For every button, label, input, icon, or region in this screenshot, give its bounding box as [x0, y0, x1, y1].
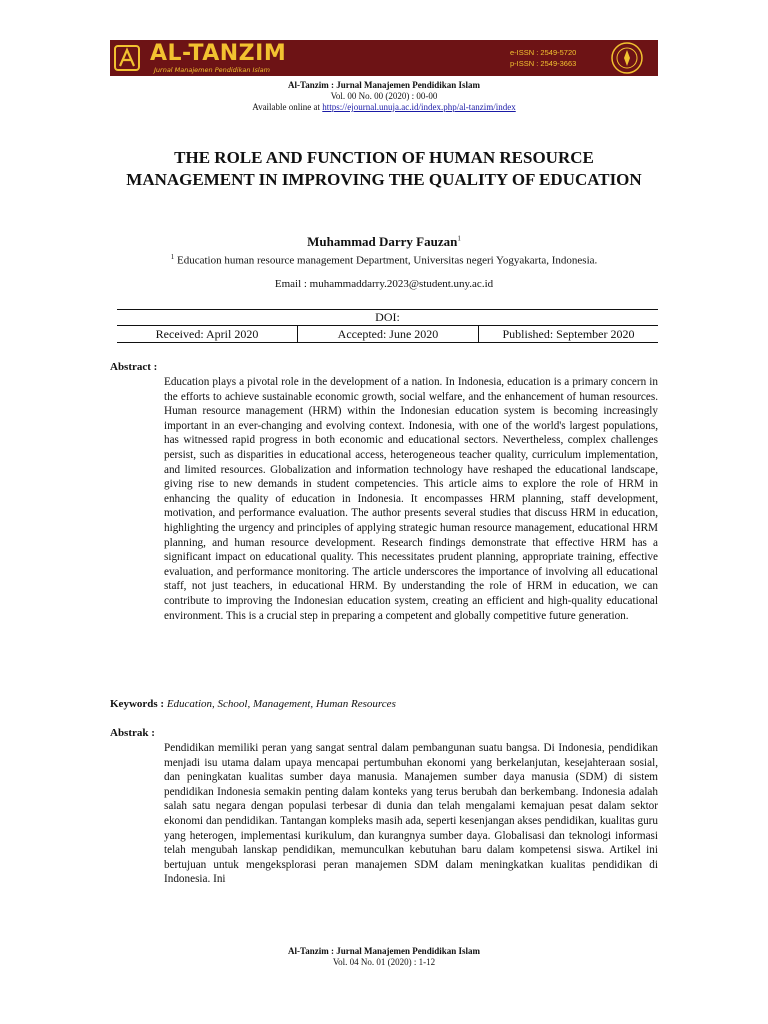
issn-block [510, 47, 576, 69]
abstrak-text: Pendidikan memiliki peran yang sangat sentral dalam pembangunan suatu bangsa. Di Indonesia, pendidikan menjadi isu utama dalam upaya mencapai pertumbuhan ekonomi yang berkelanjutan, kesejahteraan sosial, dan peningkatan kualitas sumber daya manusia. Manajemen sumber daya manusia (SDM) di sistem pendidikan Indonesia semakin penting dalam konteks yang terus berubah dan berkembang. Indonesia adalah salah satu negara dengan populasi terbesar di dunia dan telah mengalami kemajuan pesat dalam sektor ekonomi dan pendidikan. Tantangan kompleks masih ada, seperti kesenjangan akses pendidikan, kualitas guru yang heterogen, implementasi kurikulum, dan kurangnya sumber daya. Globalisasi dan teknologi informasi telah mengubah lanskap pendidikan, memunculkan kebutuhan baru dalam kompetensi siswa. Artikel ini bertujuan untuk mengeksplorasi peran manajemen SDM dalam meningkatkan kualitas pendidikan di Indonesia. Ini [164, 742, 658, 886]
journal-url-link[interactable]: https://ejournal.unuja.ac.id/index.php/al-tanzim/index [322, 102, 516, 112]
footer-volume: Vol. 04 No. 01 (2020) : 1-12 [332, 957, 436, 967]
author-sup: 1 [457, 234, 461, 243]
keywords [110, 698, 396, 710]
doi-table [117, 309, 658, 343]
eissn: e-ISSN : 2549-5720 [510, 48, 577, 57]
journal-volume: Vol. 00 No. 00 (2020) : 00-00 [330, 91, 438, 101]
abstract-label: Abstract : [110, 361, 158, 373]
abstract-text: Education plays a pivotal role in the development of a nation. In Indonesia, education is a primary concern in the efforts to achieve sustainable economic growth, social welfare, and the enhancement of human resources. Human resource management (HRM) within the Indonesian education system is becoming increasingly important in an ever-changing and evolving context. Indonesia, with one of the world's largest populations, has witnessed rapid progress in both economic and educational sectors. Nevertheless, complex challenges persist, such as disparities in educational access, heterogeneous teacher quality, curriculum implementation, and limited resources. Globalization and information technology have reshaped the educational landscape, giving rise to new demands in student competencies. This article aims to explore the role of HRM in enhancing the quality of education in Indonesia. It encompasses HRM planning, staff development, motivation, and performance evaluation. The author presents several studies that discuss HRM in education, highlighting the urgency and principles of applying strategic human resource management, educational HRM planning, and human resource development. Research findings demonstrate that effective HRM has a significant impact on educational quality. This necessitates prudent planning, appropriate training, effective evaluation, and performance monitoring. The article underscores the importance of involving all educational staff, not just teachers, in educational HRM. By understanding the role of HRM in education, we can contribute to improving the Indonesian education system, creating an efficient and high-quality educational environment. This is a crucial step in preparing a competent and globally competitive future generation. [164, 376, 658, 622]
journal-logo-icon [112, 42, 142, 74]
pissn: p-ISSN : 2549-3663 [510, 59, 577, 68]
keywords-text: Education, School, Management, Human Resources [166, 698, 396, 710]
journal-banner [110, 40, 658, 76]
affiliation-sup: 1 [170, 253, 175, 261]
published-date: Published: September 2020 [502, 327, 635, 341]
doi-row: DOI: [117, 310, 658, 326]
dates-row [117, 326, 658, 342]
author-name [0, 234, 768, 250]
abstrak-label: Abstrak : [110, 727, 155, 739]
footer-journal-name: Al-Tanzim : Jurnal Manajemen Pendidikan Islam [288, 946, 480, 956]
author-email: Email : muhammaddarry.2023@student.uny.ac.id [274, 278, 494, 290]
author-name-text: Muhammad Darry Fauzan [307, 234, 458, 249]
available-online [0, 102, 768, 112]
keywords-label: Keywords : [110, 698, 165, 710]
university-seal-icon [610, 41, 644, 75]
received-date: Received: April 2020 [155, 327, 259, 341]
available-prefix: Available online at [252, 102, 321, 112]
journal-name: Al-Tanzim : Jurnal Manajemen Pendidikan Islam [288, 80, 480, 90]
accepted-date: Accepted: June 2020 [297, 326, 479, 342]
article-title: THE ROLE AND FUNCTION OF HUMAN RESOURCE MANAGEMENT IN IMPROVING THE QUALITY OF EDUCATION [126, 148, 642, 189]
banner-title: AL-TANZIM [150, 41, 287, 66]
affiliation [130, 250, 638, 268]
affiliation-text: Education human resource management Department, Universitas negeri Yogyakarta, Indonesia. [176, 254, 598, 267]
banner-subtitle: Jurnal Manajemen Pendidikan Islam [154, 66, 270, 74]
